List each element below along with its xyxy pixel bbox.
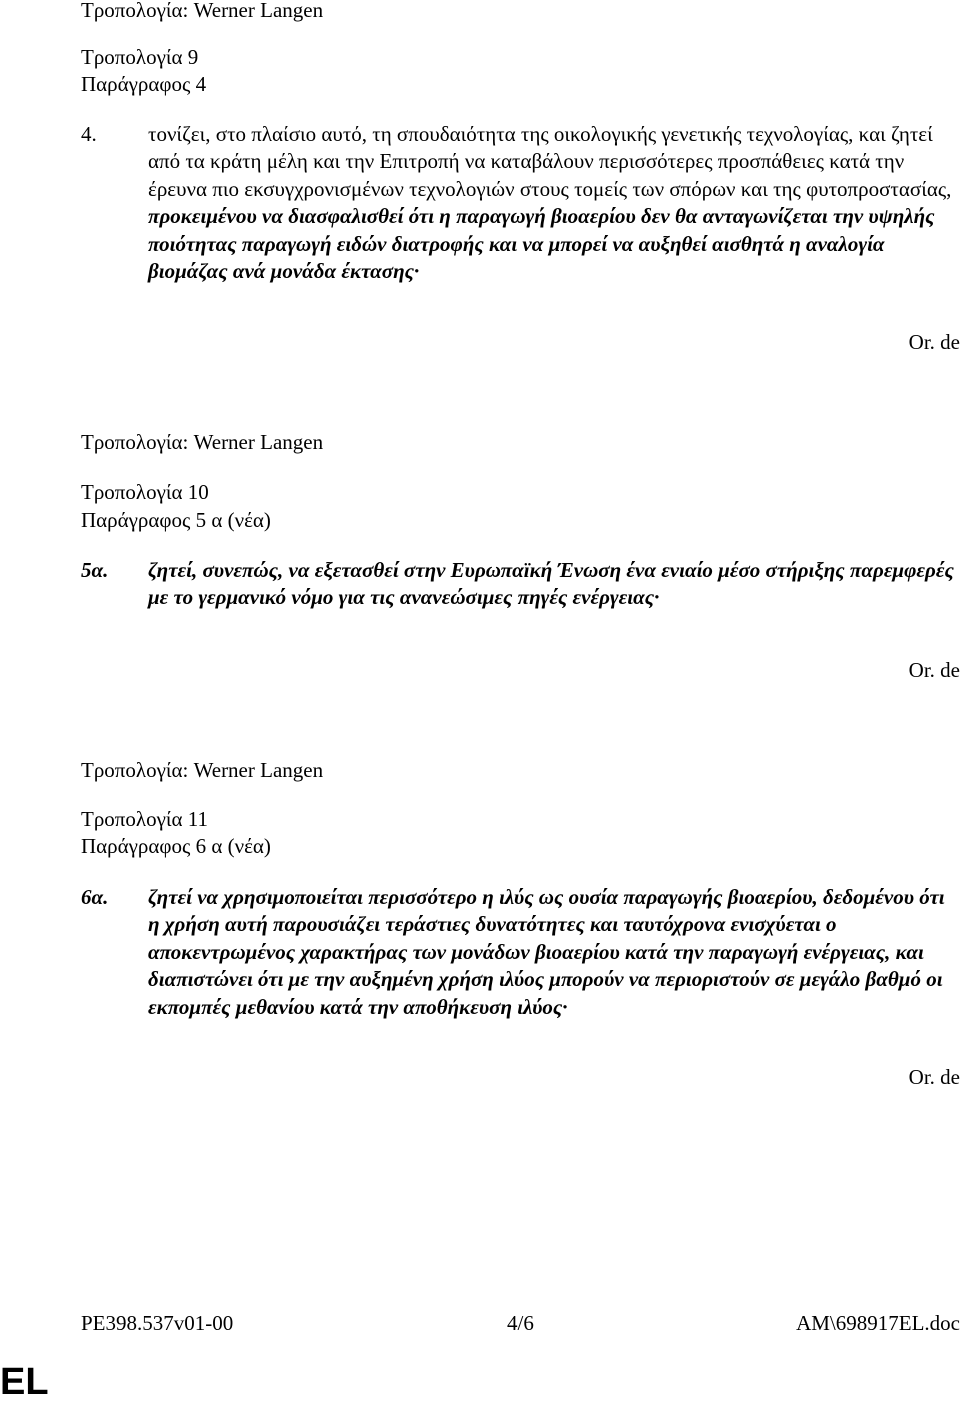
original-language: Or. de xyxy=(908,658,960,682)
amendment-paragraph: Παράγραφος 5 α (νέα) xyxy=(81,508,271,532)
amendment-text-bold: ζητεί να χρησιμοποιείται περισσότερο η ιλύς ως ουσία παραγωγής βιοαερίου, δεδομένου ότι η χρήση αυτή παρουσιάζει τεράστιες δυνατότητες και ταυτόχρονα ενισχύεται ο αποκεντρωμένος χαρακτήρας των μονάδων βιοαερίου κατά την παραγωγή ενέργειας, και διαπιστώνει ότι με την αυξημένη χρήση ιλύος μπορούν να περιοριστούν σε μεγάλο βαθμό οι εκπομπές μεθανίου κατά την αποθήκευση ιλύος· xyxy=(148,885,945,1019)
amendment-paragraph: Παράγραφος 4 xyxy=(81,72,207,96)
page-number: 4/6 xyxy=(507,1311,534,1335)
amendment-author: Τροπολογία: Werner Langen xyxy=(81,430,324,454)
amendment-author: Τροπολογία: Werner Langen xyxy=(81,758,324,782)
amendment-author: Τροπολογία: Werner Langen xyxy=(81,0,324,22)
paragraph-number: 6α. xyxy=(81,885,109,909)
amendment-paragraph: Παράγραφος 6 α (νέα) xyxy=(81,834,271,858)
amendment-number: Τροπολογία 9 xyxy=(81,45,199,69)
amendment-text xyxy=(148,121,960,285)
original-language: Or. de xyxy=(908,330,960,354)
amendment-text-bold: ζητεί, συνεπώς, να εξετασθεί στην Ευρωπαϊκή Ένωση ένα ενιαίο μέσο στήριξης παρεμφερές με το γερμανικό νόμο για τις ανανεώσιμες πηγές ενέργειας· xyxy=(148,558,954,610)
original-language: Or. de xyxy=(908,1065,960,1089)
document-reference: PE398.537v01-00 xyxy=(81,1311,234,1335)
amendment-text-plain: τονίζει, στο πλαίσιο αυτό, τη σπουδαιότητα της οικολογικής γενετικής τεχνολογίας, και ζητεί από τα κράτη μέλη και την Επιτροπή να καταβάλουν περισσότερες προσπάθειες κατά την έρευνα πιο εκσυγχρονισμένων τεχνολογιών στους τομείς των σπόρων και της φυτοπροστασίας, xyxy=(148,122,952,201)
paragraph-number: 4. xyxy=(81,122,97,146)
amendment-text-bold: προκειμένου να διασφαλισθεί ότι η παραγωγή βιοαερίου δεν θα ανταγωνίζεται την υψηλής ποιότητας παραγωγή ειδών διατροφής και να μπορεί να αυξηθεί αισθητά η αναλογία βιομάζας ανά μονάδα έκτασης· xyxy=(148,204,935,284)
file-name: AM\698917EL.doc xyxy=(796,1311,960,1335)
language-code: EL xyxy=(0,1361,49,1403)
amendment-number: Τροπολογία 11 xyxy=(81,807,208,831)
paragraph-number: 5α. xyxy=(81,558,109,582)
amendment-number: Τροπολογία 10 xyxy=(81,480,209,504)
